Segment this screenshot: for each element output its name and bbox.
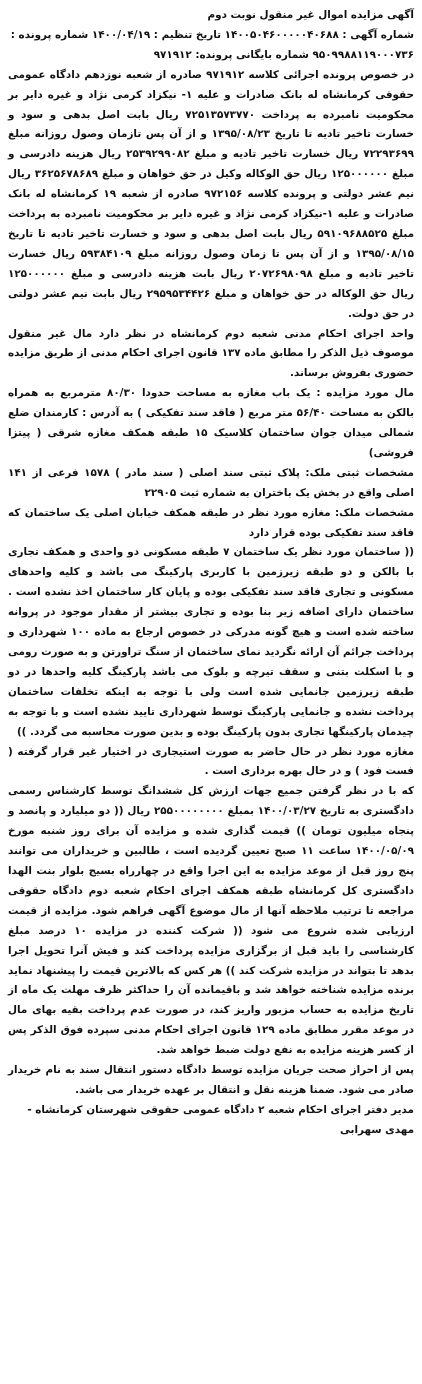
case-details-paragraph: در خصوص پرونده اجرائی کلاسه ۹۷۱۹۱۲ صادره از شعبه نوزدهم دادگاه عمومی حقوقی کرمانشاه له بانک صادرات و علیه ۱- نیکزاد کرمی نژاد و غیره دایر بر محکومیت نامبرده به پرداخت ۷۲۵۱۳۵۷۳۷۷۰ ریال بابت اصل بدهی و سود و خسارت تاخیر تادیه تا تاریخ ۱۳۹۵/۰۸/۲۳ و از آن پس تازمان وصول روزانه مبلغ ۷۲۲۹۳۶۹۹ ریال خسارت تاخیر تادیه و مبلغ ۲۵۳۹۲۹۹۰۸۲ ریال هزینه دادرسی و مبلغ ۱۲۵۰۰۰۰۰۰ ریال حق الوکاله وکیل در حق خواهان و مبلغ ۳۶۲۵۶۷۸۶۸۹ ریال نیم عشر دولتی و پرونده کلاسه ۹۷۲۱۵۶ صادره از شعبه ۱۹ کرمانشاه له بانک صادرات و علیه ۱-نیکزاد کرمی نژاد و غیره دایر بر محکومیت نامبرده به پرداخت مبلغ ۵۹۱۰۹۶۸۸۵۲۵ ریال بابت اصل بدهی و سود و خسارت تاخیر تادیه تا تاریخ ۱۳۹۵/۰۸/۱۵ و از آن پس تا زمان وصول روزانه مبلغ ۵۹۳۸۴۱۰۹ ریال خسارت تاخیر تادیه و مبلغ ۲۰۷۲۶۹۸۰۹۸ ریال بابت هزینه دادرسی و مبلغ ۱۲۵۰۰۰۰۰۰ ریال حق الوکاله در حق خواهان و مبلغ ۲۹۵۹۵۳۴۴۲۶ ریال بابت نیم عشر دولتی در حق دولت. [8,68,415,320]
property-paragraph: مال مورد مزایده : یک باب مغازه به مساحت حدودا ۸۰/۳۰ مترمربع به همراه بالکن به مساحت ۵۶/۴۰ متر مربع ( فاقد سند تفکیکی ) به آدرس : کارمندان ضلع شمالی میدان جوان ساختمان کلاسیک ۱۵ طبقه همکف مغازه شرقی ( پیتزا فروشی) [8,387,415,459]
registration-paragraph: مشخصات ثبتی ملک: پلاک ثبتی سند اصلی ( سند مادر ) ۱۵۷۸ فرعی از ۱۴۱ اصلی واقع در بخش یک باختران به شماره ثبت ۲۲۹۰۵ [8,466,414,499]
notice-header-line-2: ۹۵۰۹۹۸۸۱۱۹۰۰۰۷۳۶ شماره بایگانی پرونده: ۹۷۱۹۱۲ [153,48,414,61]
auction-intent-paragraph: واحد اجرای احکام مدنی شعبه دوم کرمانشاه در نظر دارد مال غیر منقول موصوف ذیل الذکر را مطابق ماده ۱۳۷ قانون اجرای احکام مدنی از طریق مزایده حضوری بفروش برساند. [8,327,414,380]
notice-header-line-1: شماره آگهی : ۱۴۰۰۵۰۴۶۰۰۰۰۰۴۰۶۸۸ تاریخ تنظیم : ۱۴۰۰/۰۴/۱۹ شماره پرونده : [10,28,414,41]
signature-name: مهدی سهرابی [340,1123,414,1136]
transfer-paragraph: پس از احراز صحت جریان مزایده توسط دادگاه دستور انتقال سند به نام خریدار صادر می شود. ضمنا هزینه نقل و انتقال بر عهده خریدار می باشد. [8,1064,414,1096]
notice-title: آگهی مزایده اموال غیر منقول نوبت دوم [207,9,414,21]
property-specs-paragraph: مشخصات ملک: مغازه مورد نظر در طبقه همکف خیابان اصلی یک ساختمان که فاقد سند تفکیکی بوده قرار دارد [8,506,414,539]
tenancy-paragraph: مغازه مورد نظر در حال حاضر به صورت استیجاری در اختیار غیر قرار گرفته ( فست فود ) و در حال بهره برداری است . [8,745,414,778]
building-description-paragraph: (( ساختمان مورد نظر یک ساختمان ۷ طبقه مسکونی دو واحدی و همکف تجاری با بالکن و دو طبقه زیرزمین با کاربری پارکینگ می باشد و کلیه واحدهای مسکونی و تجاری فاقد سند تفکیکی بوده و پایان کار ساختمان اخذ نشده است . ساختمان دارای اضافه زیر بنا بوده و تجاری بیشتر از مقدار موجود در پروانه ساخته شده است و هیچ گونه مدرکی در خصوص ارجاع به ماده ۱۰۰ شهرداری و پرداخت جرائم آن ارائه نگردید نمای ساختمان از سنگ تراورتن و به صورت رومی و با اسکلت بتنی و سقف تیرچه و بلوک می باشد پارکینگ کلیه واحدها در دو طبقه زیرزمین جانمایی شده است ولی با توجه به اینکه تخلفات ساختمان پرداخت نشده و جانمایی پارکینگ توسط شهرداری تایید نشده است و با توجه به چیدمان پارکینگها تجاری بدون پارکینگ بوده و بدین صورت محاسبه می گردد. )) [8,546,414,738]
valuation-terms-paragraph: که با در نظر گرفتن جمیع جهات ارزش کل ششدانگ توسط کارشناس رسمی دادگستری به تاریخ ۱۴۰۰/۰۳/۲۷ بمبلغ ۲۵۵۰۰۰۰۰۰۰۰ ریال (( دو میلیارد و پانصد و پنجاه میلیون تومان )) قیمت گذاری شده و مزایده آن برای روز شنبه مورخ ۱۴۰۰/۰۵/۰۹ ساعت ۱۱ صبح تعیین گردیده است ، طالبین و خریداران می توانند پنج روز قبل از موعد مزایده به این اجرا واقع در چهارراه بسیج بلوار بنت الهدا دادگستری کل کرمانشاه طبقه همکف اجرای احکام شعبه دوم دادگاه حقوقی مراجعه تا ترتیب ملاحظه آنها از مال موضوع آگهی فراهم شود. مزایده از قیمت ارزیابی شده شروع می شود (( شرکت کننده در مزایده ۱۰ درصد مبلغ کارشناسی را باید قبل از برگزاری مزایده پرداخت کند و فیش آنرا تحویل اجرا بدهد تا بتواند در مزایده شرکت کند )) هر کس که بالاترین قیمت را پیشنهاد نماید برنده مزایده شناخته خواهد شد و باقیمانده آن را حداکثر ظرف مهلت یک ماه از تاریخ مزایده به حساب مزبور واریز کند، در صورت عدم پرداخت بقیه بهای مال در موعد مقرر مطابق ماده ۱۲۹ قانون اجرای احکام مدنی سپرده فوق الذکر پس از کسر هزینه مزایده به نفع دولت ضبط خواهد شد. [8,785,414,1057]
signature-line: مدیر دفتر اجرای احکام شعبه ۲ دادگاه عمومی حقوقی شهرستان کرمانشاه - [27,1103,414,1116]
